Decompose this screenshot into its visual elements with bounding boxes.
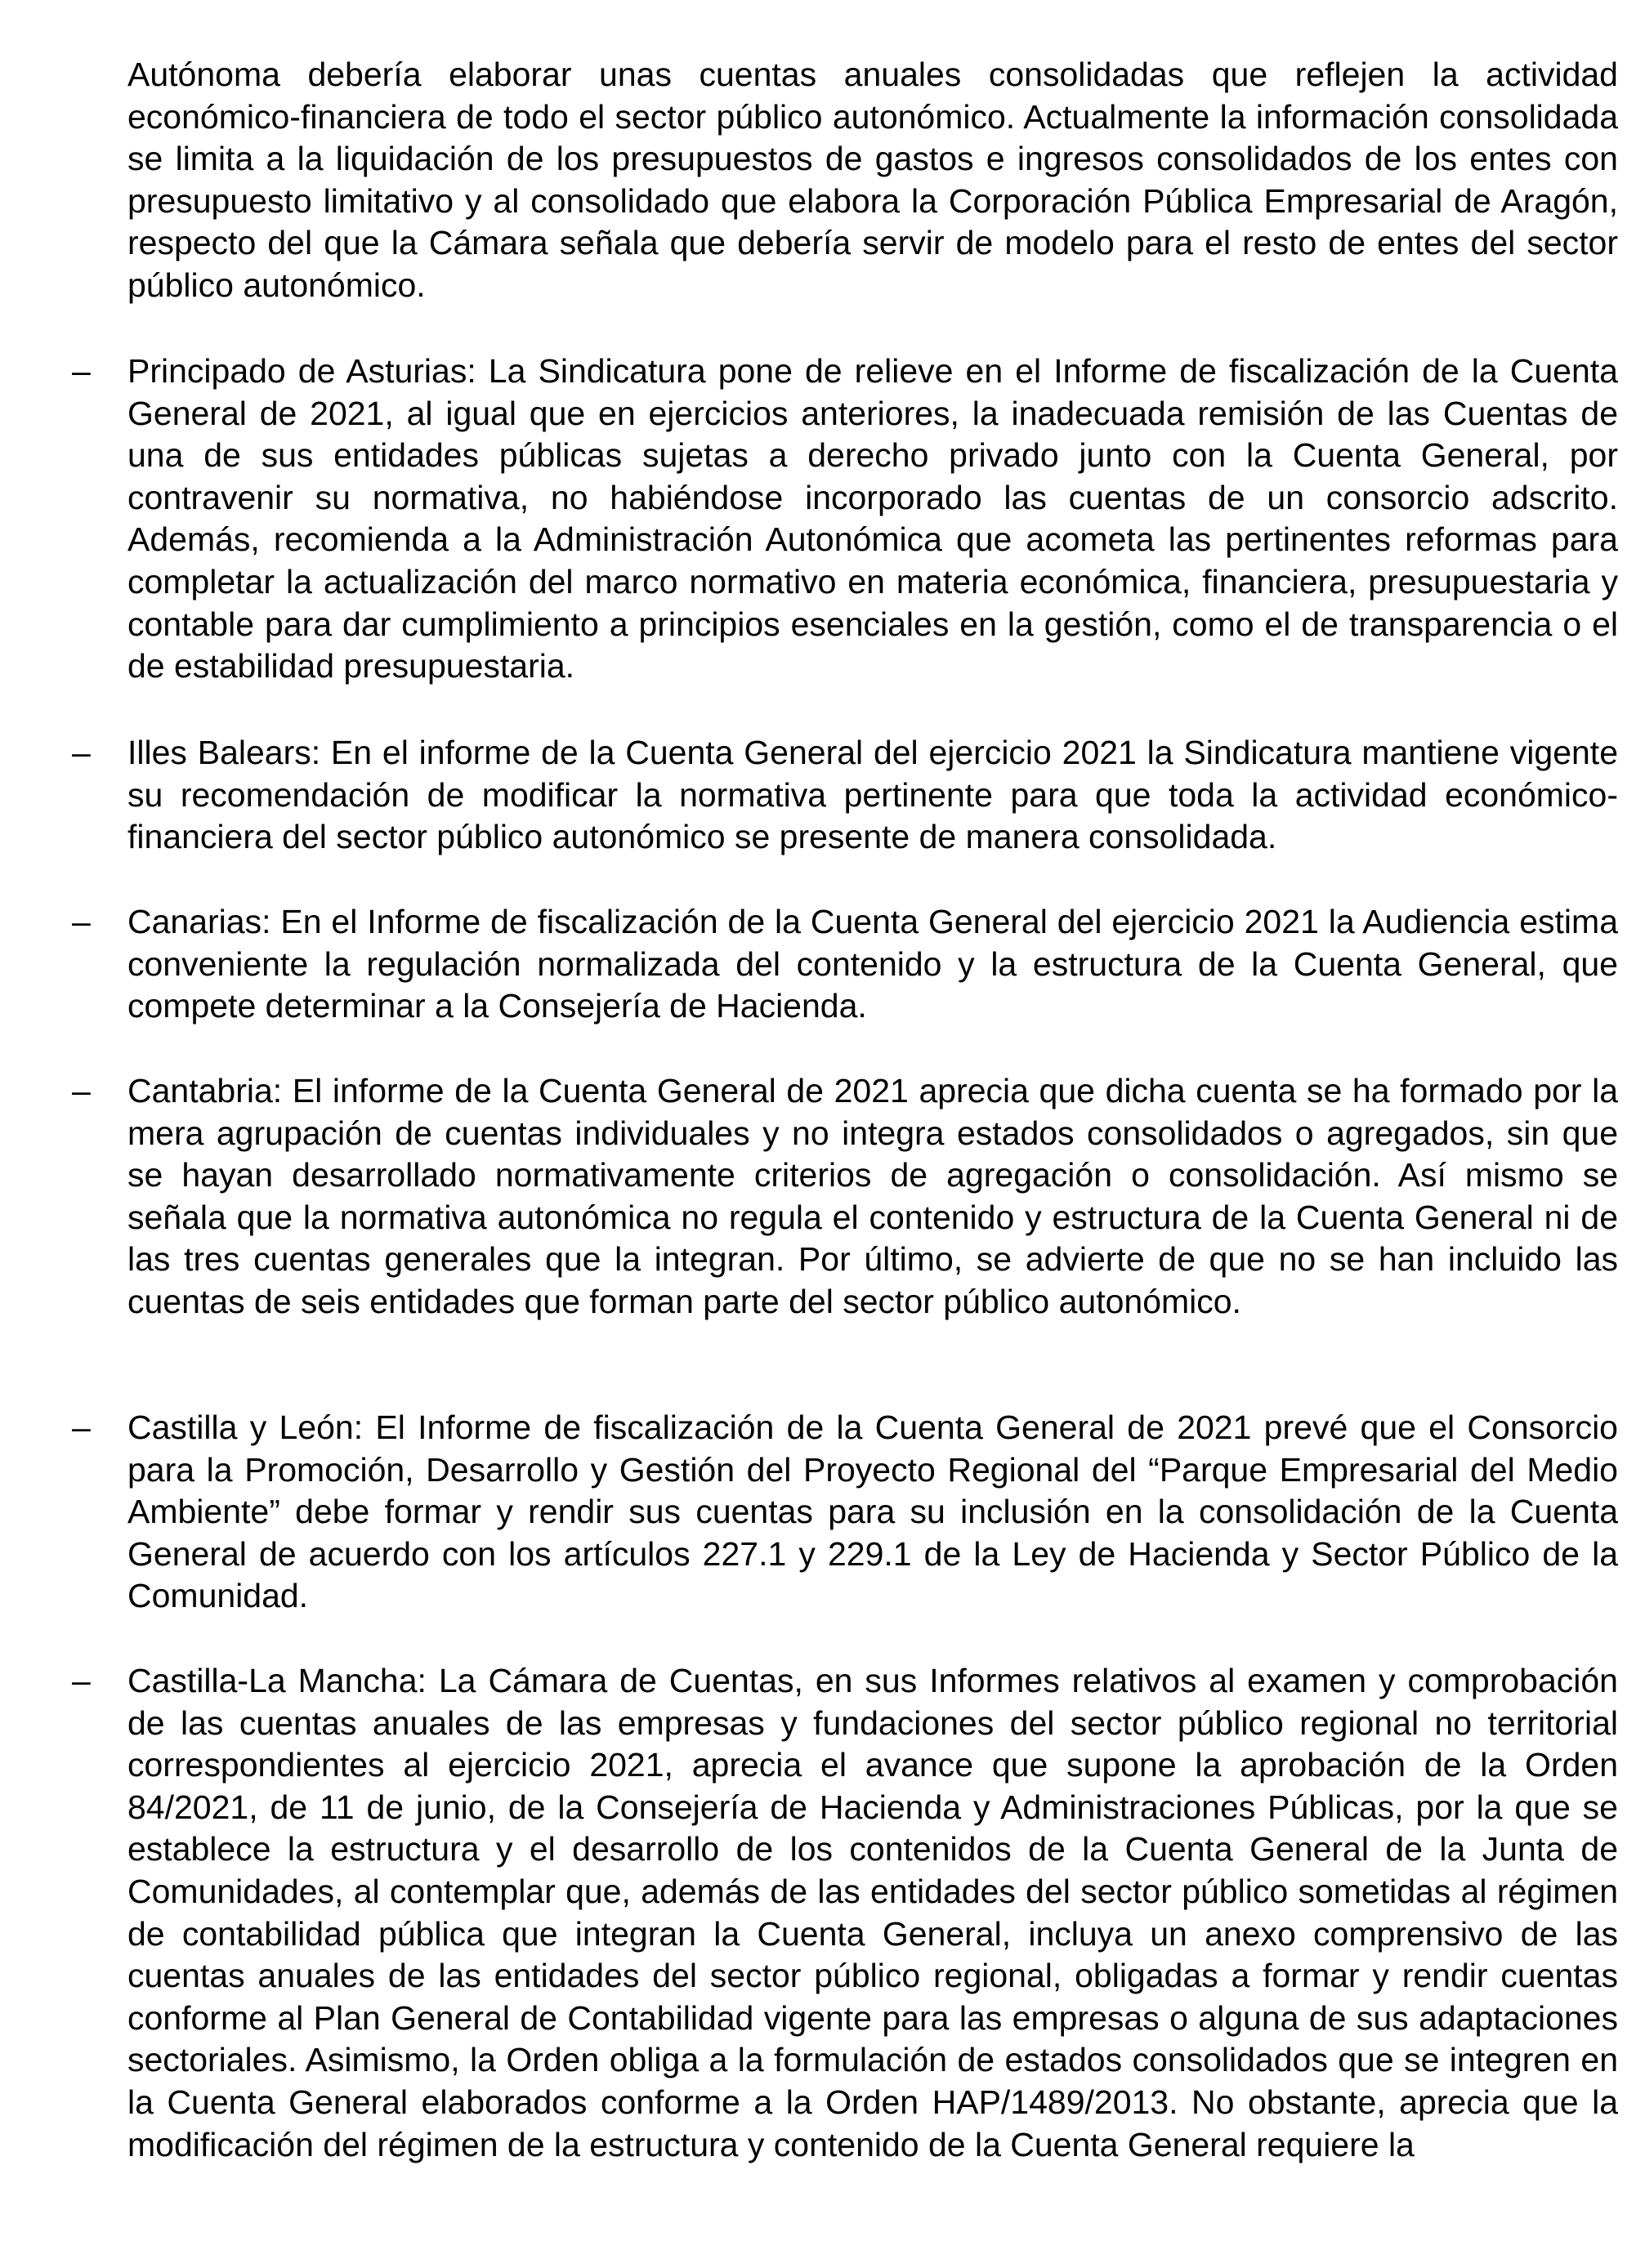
bullet-dash: –	[72, 1072, 91, 1109]
item-principado-de-asturias: Principado de Asturias: La Sindicatura pone de relieve en el Informe de fiscalización de la Cuenta General de 2021, al igual que en ejercicios anteriores, la inadecuada remisión de las Cuentas de una de sus entidades públicas sujetas a derecho privado junto con la Cuenta General, por contravenir su normativa, no habiéndose incorporado las cuentas de un consorcio adscrito. Además, recomienda a la Administración Autonómica que acometa las pertinentes reformas para completar la actualización del marco normativo en materia económica, financiera, presupuestaria y contable para dar cumplimiento a principios esenciales en la gestión, como el de transparencia o el de estabilidad presupuestaria.	[127, 352, 1618, 685]
item-castilla-la-mancha: Castilla-La Mancha: La Cámara de Cuentas, en sus Informes relativos al examen y comprobación de las cuentas anuales de las empresas y fundaciones del sector público regional no territorial correspondientes al ejercicio 2021, aprecia el avance que supone la aprobación de la Orden 84/2021, de 11 de junio, de la Consejería de Hacienda y Administraciones Públicas, por la que se establece la estructura y el desarrollo de los contenidos de la Cuenta General de la Junta de Comunidades, al contemplar que, además de las entidades del sector público sometidas al régimen de contabilidad pública que integran la Cuenta General, incluya un anexo comprensivo de las cuentas anuales de las entidades del sector público regional, obligadas a formar y rendir cuentas conforme al Plan General de Contabilidad vigente para las empresas o alguna de sus adaptaciones sectoriales. Asimismo, la Orden obliga a la formulación de estados consolidados que se integren en la Cuenta General elaborados conforme a la Orden HAP/1489/2013. No obstante, aprecia que la modificación del régimen de la estructura y contenido de la Cuenta General requiere la	[127, 1662, 1618, 2163]
bullet-dash: –	[72, 734, 91, 771]
bullet-dash: –	[72, 1409, 91, 1446]
item-canarias: Canarias: En el Informe de fiscalización de la Cuenta General del ejercicio 2021 la Audiencia estima conveniente la regulación normalizada del contenido y la estructura de la Cuenta General, que compete determinar a la Consejería de Hacienda.	[127, 903, 1618, 1025]
bullet-dash: –	[72, 903, 91, 940]
item-castilla-y-leon: Castilla y León: El Informe de fiscalización de la Cuenta General de 2021 prevé que el Consorcio para la Promoción, Desarrollo y Gestión del Proyecto Regional del “Parque Empresarial del Medio Ambiente” debe formar y rendir sus cuentas para su inclusión en la consolidación de la Cuenta General de acuerdo con los artículos 227.1 y 229.1 de la Ley de Hacienda y Sector Público de la Comunidad.	[127, 1409, 1618, 1615]
intro-paragraph: Autónoma debería elaborar unas cuentas anuales consolidadas que reflejen la actividad económico-financiera de todo el sector público autonómico. Actualmente la información consolidada se limita a la liquidación de los presupuestos de gastos e ingresos consolidados de los entes con presupuesto limitativo y al consolidado que elabora la Corporación Pública Empresarial de Aragón, respecto del que la Cámara señala que debería servir de modelo para el resto de entes del sector público autonómico.	[127, 56, 1618, 304]
item-cantabria: Cantabria: El informe de la Cuenta General de 2021 aprecia que dicha cuenta se ha formado por la mera agrupación de cuentas individuales y no integra estados consolidados o agregados, sin que se hayan desarrollado normativamente criterios de agregación o consolidación. Así mismo se señala que la normativa autonómica no regula el contenido y estructura de la Cuenta General ni de las tres cuentas generales que la integran. Por último, se advierte de que no se han incluido las cuentas de seis entidades que forman parte del sector público autonómico.	[127, 1072, 1618, 1320]
bullet-dash: –	[72, 1662, 91, 1699]
bullet-dash: –	[72, 352, 91, 390]
item-illes-balears: Illes Balears: En el informe de la Cuenta General del ejercicio 2021 la Sindicatura mantiene vigente su recomendación de modificar la normativa pertinente para que toda la actividad económico-financiera del sector público autonómico se presente de manera consolidada.	[127, 734, 1618, 856]
